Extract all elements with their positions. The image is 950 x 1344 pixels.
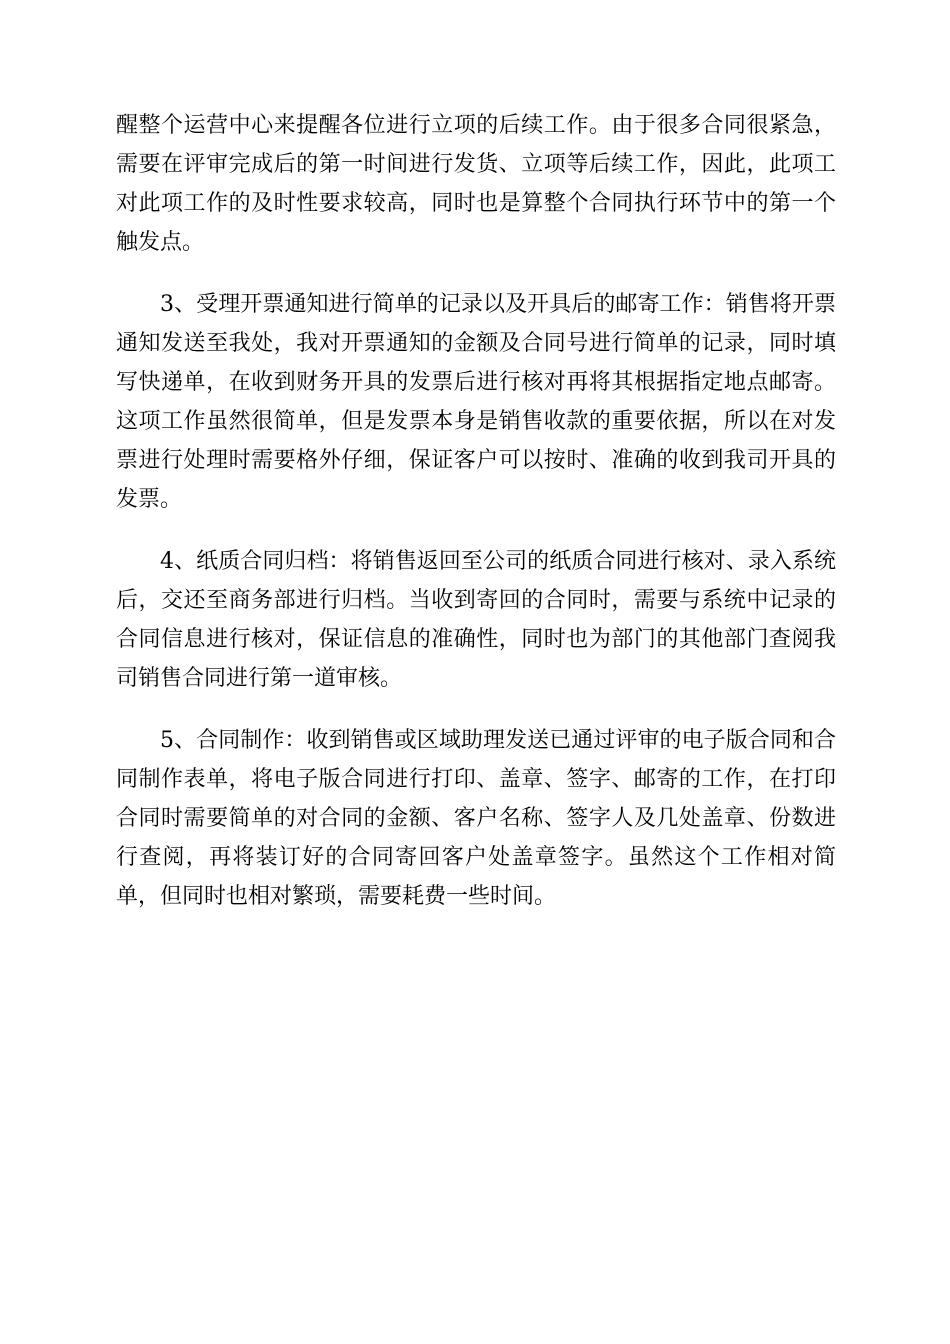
paragraph-item-3: 3、受理开票通知进行简单的记录以及开具后的邮寄工作：销售将开票通知发送至我处，我对开票通知的金额及合同号进行简单的记录，同时填写快递单，在收到财务开具的发票后进行核对再将其根据指定地点邮寄。这项工作虽然很简单，但是发票本身是销售收款的重要依据，所以在对发票进行处理时需要格外仔细，保证客户可以按时、准确的收到我司开具的发票。 [116, 292, 836, 512]
document-body [116, 106, 836, 939]
paragraph-continuation: 醒整个运营中心来提醒各位进行立项的后续工作。由于很多合同很紧急，需要在评审完成后的第一时间进行发货、立项等后续工作，因此，此项工对此项工作的及时性要求较高，同时也是算整个合同执行环节中的第一个触发点。 [116, 113, 836, 255]
paragraph-item-5: 5、合同制作：收到销售或区域助理发送已通过评审的电子版合同和合同制作表单，将电子版合同进行打印、盖章、签字、邮寄的工作，在打印合同时需要简单的对合同的金额、客户名称、签字人及几处盖章、份数进行查阅，再将装订好的合同寄回客户处盖章签字。虽然这个工作相对简单，但同时也相对繁琐，需要耗费一些时间。 [116, 728, 836, 909]
paragraph-item-4: 4、纸质合同归档：将销售返回至公司的纸质合同进行核对、录入系统后，交还至商务部进行归档。当收到寄回的合同时，需要与系统中记录的合同信息进行核对，保证信息的准确性，同时也为部门的其他部门查阅我司销售合同进行第一道审核。 [116, 549, 836, 691]
